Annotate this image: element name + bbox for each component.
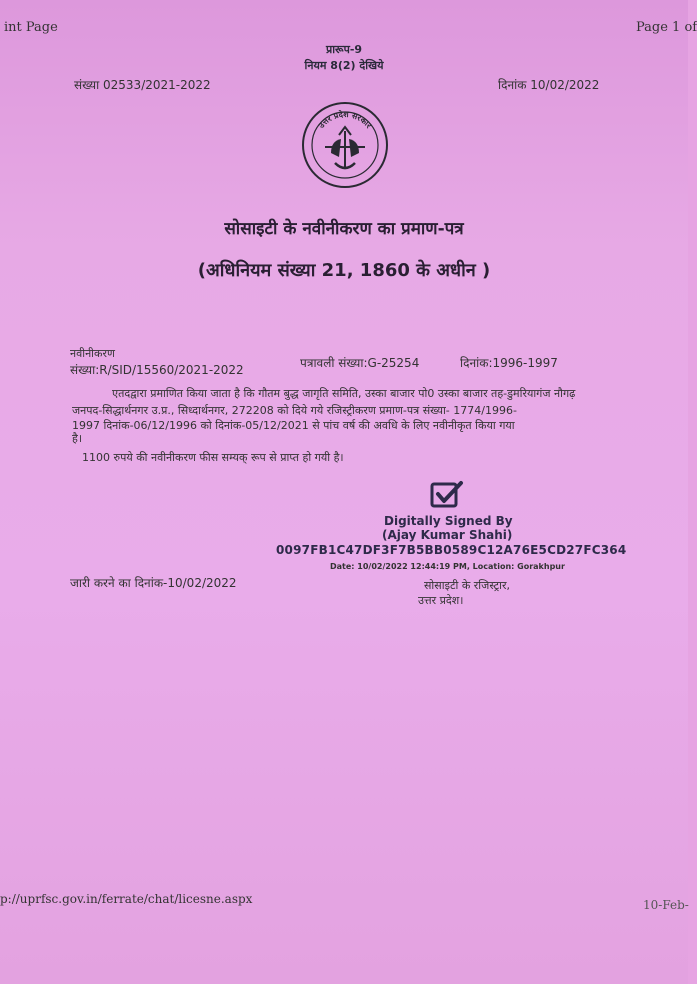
signature-hash: 0097FB1C47DF3F7B5BB0589C12A76E5CD27FC364 [276, 543, 627, 557]
renewal-label: नवीनीकरण [70, 347, 115, 360]
fee-statement: 1100 रुपये की नवीनीकरण फीस सम्यक् रूप से प्राप्त हो गयी है। [82, 451, 344, 464]
emblem-text: उत्तर प्रदेश सरकार [316, 109, 374, 131]
registrar-title: सोसाइटी के रजिस्ट्रार, [424, 579, 510, 592]
body-line-1: एतदद्वारा प्रमाणित किया जाता है कि गौतम बुद्ध जागृति समिति, उस्का बाजार पो0 उस्का बाजार तह-डुमरियागंज नौगढ़ [112, 387, 576, 400]
body-line-3: 1997 दिनांक-06/12/1996 को दिनांक-05/12/2021 से पांच वर्ष की अवधि के लिए नवीनीकृत किया गया [72, 419, 515, 432]
footer-url: p://uprfsc.gov.in/ferrate/chat/licesne.aspx [0, 892, 253, 906]
rule-reference: नियम 8(2) देखिये [304, 59, 384, 72]
body-line-2: जनपद-सिद्धार्थनगर उ.प्र., सिध्दार्थनगर, 272208 को दिये गये रजिस्ट्रीकरण प्रमाण-पत्र संख्या- 1774/1996- [72, 404, 517, 417]
registrar-state: उत्तर प्रदेश। [418, 594, 464, 607]
renewal-number: संख्या:R/SID/15560/2021-2022 [70, 363, 244, 377]
up-state-emblem-icon [301, 101, 389, 189]
signer-name: (Ajay Kumar Shahi) [382, 528, 513, 542]
form-number: प्रारूप-9 [325, 43, 363, 56]
print-header-left: int Page [4, 20, 58, 35]
file-number: पत्रावली संख्या:G-25254 [300, 356, 420, 370]
reference-date: दिनांक 10/02/2022 [498, 78, 600, 92]
certificate-title: सोसाइटी के नवीनीकरण का प्रमाण-पत्र [224, 219, 464, 239]
body-line-4: है। [72, 432, 83, 445]
digital-signature-label: Digitally Signed By [384, 514, 513, 528]
checkbox-check-icon [430, 480, 464, 510]
footer-date: 10-Feb- [643, 898, 689, 912]
issue-date: जारी करने का दिनांक-10/02/2022 [70, 576, 237, 590]
print-header-page: Page 1 of [636, 20, 697, 35]
reference-number: संख्या 02533/2021-2022 [74, 78, 211, 92]
certificate-subtitle: (अधिनियम संख्या 21, 1860 के अधीन ) [197, 260, 491, 281]
file-date: दिनांक:1996-1997 [460, 356, 558, 370]
signature-date: Date: 10/02/2022 12:44:19 PM, Location: Gorakhpur [330, 562, 565, 571]
